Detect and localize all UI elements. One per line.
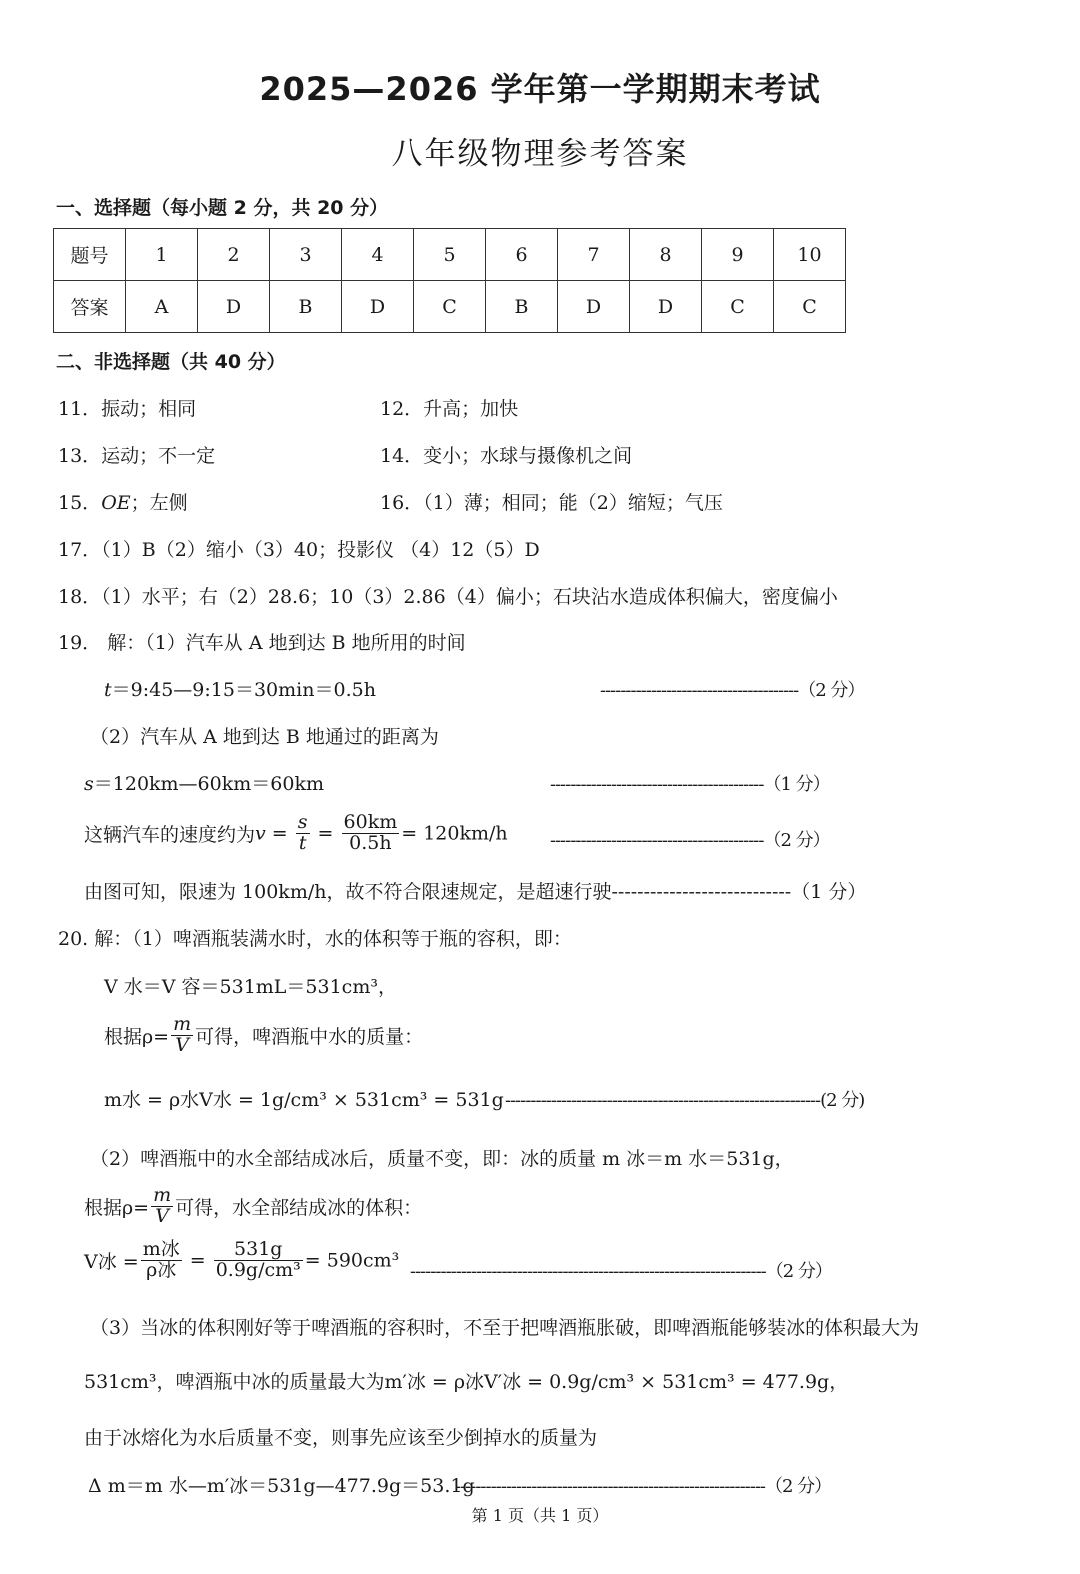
q19-intro: 19． 解：（1）汽车从 A 地到达 B 地所用的时间	[58, 632, 466, 654]
q20-delta-score: -------------------------------------------------------------（2 分）	[455, 1476, 832, 1497]
distance-expression: ＝120km—60km＝60km	[93, 773, 324, 795]
time-variable: t	[104, 679, 112, 701]
answer-q17: 17．（1）B（2）缩小（3）40；投影仪 （4）12（5）D	[58, 539, 540, 561]
table-cell: 10	[774, 229, 846, 281]
table-cell: 8	[630, 229, 702, 281]
q20-part3-melt: 由于冰熔化为水后质量不变，则事先应该至少倒掉水的质量为	[84, 1427, 598, 1449]
table-cell: 4	[342, 229, 414, 281]
q20-volume-line: V 水＝V 容＝531mL＝531cm³，	[104, 976, 397, 998]
q15-rest: ；左侧	[130, 492, 188, 514]
q19-distance-score: ------------------------------------------（1 分）	[550, 774, 830, 795]
q20-water-mass-score: --------------------------------------------------------------(2 分)	[505, 1090, 865, 1111]
answer-q16: 16．（1）薄；相同；能（2）缩短；气压	[380, 492, 723, 514]
table-cell: C	[774, 281, 846, 333]
speed-variable: v	[255, 822, 266, 845]
table-cell: 6	[486, 229, 558, 281]
q19-time-score: ---------------------------------------（2 分）	[600, 680, 865, 701]
q19-speed-line: 这辆汽车的速度约为v = $\frac{s}{t}$ = $\frac{60km}{0.5h}$ = 120km/h	[84, 811, 508, 854]
answer-q12: 12．升高；加快	[380, 398, 519, 420]
q19-speed-score: ------------------------------------------（2 分）	[550, 830, 830, 851]
table-cell: D	[198, 281, 270, 333]
table-cell: B	[486, 281, 558, 333]
table-cell: 2	[198, 229, 270, 281]
q20-ice-volume-score: ----------------------------------------------------------------------（2 分）	[410, 1261, 832, 1282]
distance-variable: s	[84, 773, 94, 795]
q15-variable: OE	[101, 492, 131, 514]
table-row-numbers	[54, 229, 846, 281]
answer-q13: 13．运动；不一定	[58, 445, 216, 467]
q20-part3-mass: 531cm³，啤酒瓶中冰的质量最大为m′冰 = ρ冰V′冰 = 0.9g/cm³ × 531cm³ = 477.9g，	[84, 1371, 849, 1393]
q19-part2: （2）汽车从 A 地到达 B 地通过的距离为	[90, 726, 439, 748]
speed-prefix: 这辆汽车的速度约为	[84, 823, 256, 846]
table-row-answers	[54, 281, 846, 333]
table-cell: C	[414, 281, 486, 333]
q20-density-formula-1: 根据ρ= $\frac{m}{V}$ 可得，啤酒瓶中水的质量：	[104, 1013, 424, 1056]
speed-result: = 120km/h	[401, 822, 508, 845]
time-expression: ＝9:45—9:15＝30min＝0.5h	[111, 679, 376, 701]
answer-q11: 11．振动；相同	[58, 398, 197, 420]
table-cell: D	[558, 281, 630, 333]
answer-table	[53, 228, 846, 333]
speed-fraction-symbolic: $\frac{s}{t}$	[297, 811, 308, 854]
table-header-cell: 题号	[54, 229, 126, 281]
q20-water-mass: m水 = ρ水V水 = 1g/cm³ × 531cm³ = 531g	[104, 1089, 504, 1111]
answer-q15	[58, 488, 188, 515]
q20-ice-volume: V冰 = $\frac{\text{m冰}}{\text{ρ冰}}$ = $\frac{531g}{\text{0.9g/cm³}}$ = 590cm³	[84, 1238, 400, 1281]
speed-fraction-numeric: $\frac{60km}{0.5h}$	[343, 811, 398, 854]
table-cell: 1	[126, 229, 198, 281]
q19-conclusion: 由图可知，限速为 100km/h，故不符合限速规定，是超速行驶----------------------------（1 分）	[84, 881, 867, 903]
answer-q14: 14．变小；水球与摄像机之间	[380, 445, 633, 467]
table-cell: 3	[270, 229, 342, 281]
table-cell: D	[342, 281, 414, 333]
q19-time-line	[104, 675, 376, 702]
q20-part2: （2）啤酒瓶中的水全部结成冰后，质量不变，即：冰的质量 m 冰＝m 水＝531g，	[90, 1148, 794, 1170]
q20-intro: 20. 解：（1）啤酒瓶装满水时，水的体积等于瓶的容积，即：	[58, 928, 572, 950]
exam-subtitle: 八年级物理参考答案	[391, 136, 689, 172]
table-cell: A	[126, 281, 198, 333]
table-cell: B	[270, 281, 342, 333]
table-header-cell: 答案	[54, 281, 126, 333]
section2-heading: 二、非选择题（共 40 分）	[56, 351, 286, 373]
table-cell: C	[702, 281, 774, 333]
q20-part3: （3）当冰的体积刚好等于啤酒瓶的容积时，不至于把啤酒瓶胀破，即啤酒瓶能够装冰的体积最大为	[90, 1317, 920, 1339]
table-cell: 7	[558, 229, 630, 281]
q20-density-formula-2: 根据ρ= $\frac{m}{V}$ 可得，水全部结成冰的体积：	[84, 1184, 423, 1227]
answer-q18: 18．（1）水平；右（2）28.6；10（3）2.86（4）偏小；石块沾水造成体积偏大，密度偏小	[58, 586, 838, 608]
table-cell: D	[630, 281, 702, 333]
page-footer: 第 1 页（共 1 页）	[471, 1506, 609, 1525]
exam-title: 2025—2026 学年第一学期期末考试	[259, 70, 821, 108]
table-cell: 5	[414, 229, 486, 281]
q15-number: 15．	[58, 492, 102, 514]
table-cell: 9	[702, 229, 774, 281]
q19-distance-line	[84, 769, 324, 796]
section1-heading: 一、选择题（每小题 2 分，共 20 分）	[56, 197, 389, 219]
q20-delta-mass: Δ m＝m 水—m′冰＝531g—477.9g＝53.1g	[88, 1475, 475, 1497]
